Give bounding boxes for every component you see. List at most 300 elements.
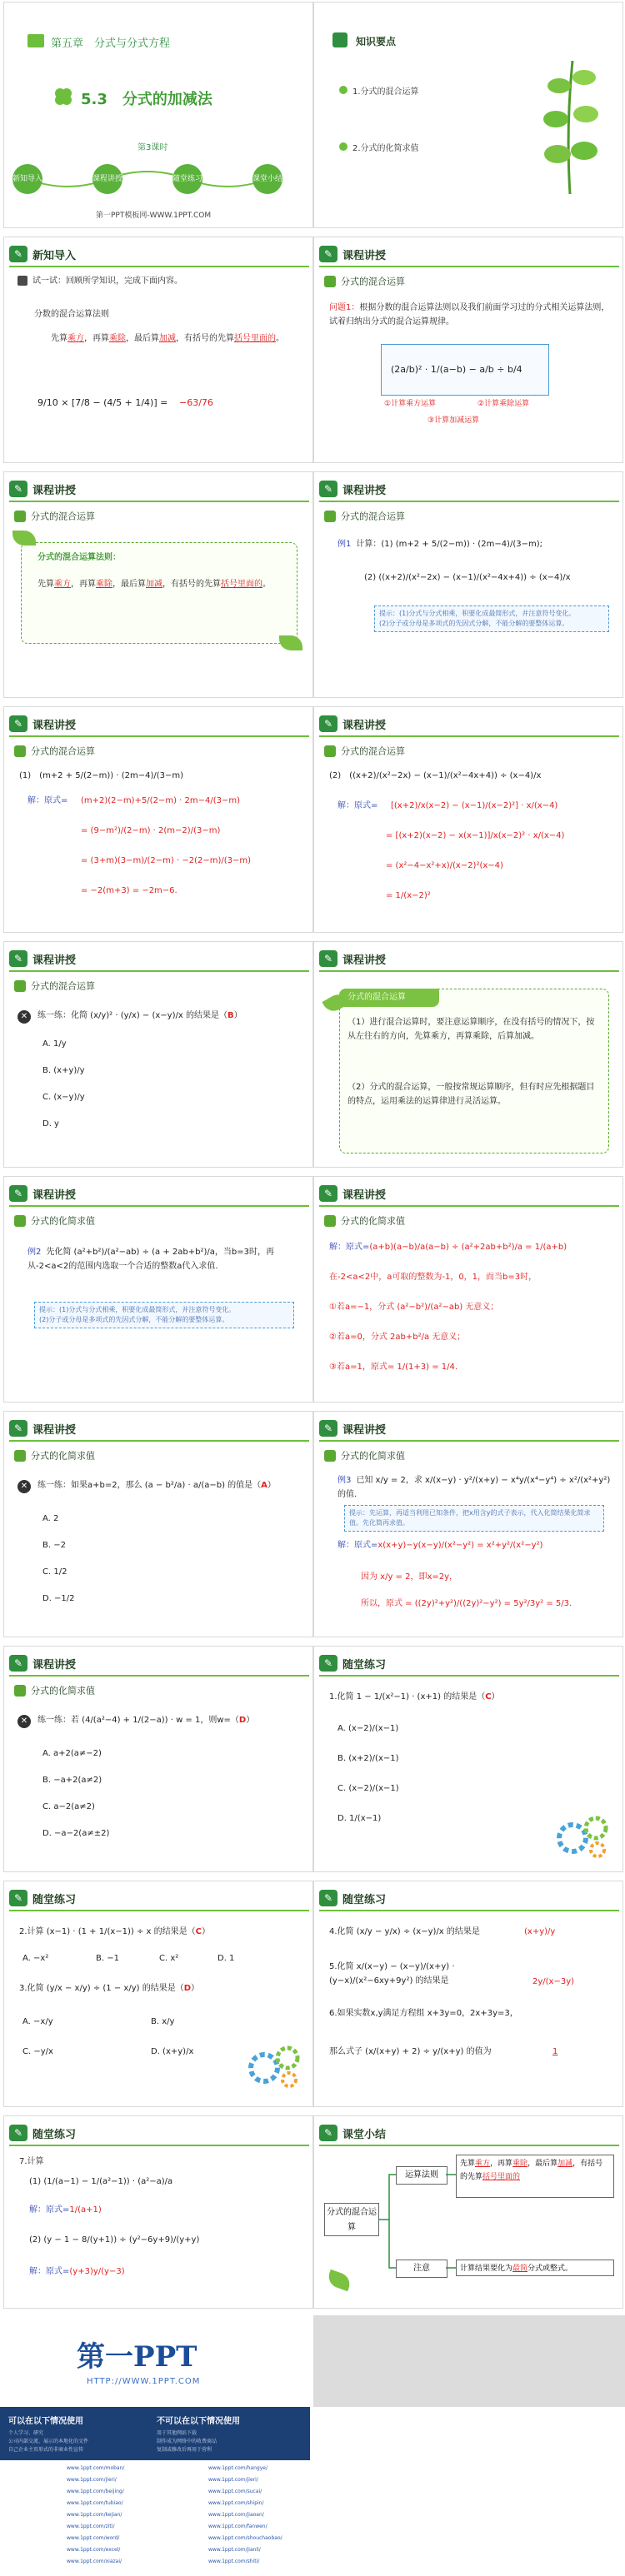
expression-2-label: (2) (364, 573, 377, 582)
header-icon: ✎ (9, 1185, 28, 1202)
leaf-icon (14, 1450, 26, 1462)
question-2 (19, 1925, 302, 1939)
solution-line: (a+b)(a−b)/a(a−b) ÷ (a²+2ab+b²)/a = 1/(a+b) (369, 1243, 568, 1252)
nav-item-practice[interactable] (172, 164, 202, 194)
rule-blank: 乘方 (68, 334, 84, 343)
footer-link[interactable]: www.1ppt.com/beijing/ (67, 2489, 124, 2494)
example-text: 先化简 (a²+b²)/(a²−ab) ÷ (a + 2ab+b²)/a，当b=3时，再从-2<a<2的范围内选取一个合适的整数a代入求值. (28, 1248, 274, 1271)
leaf-icon (14, 1685, 26, 1697)
option-c: C. 1/2 (42, 1567, 68, 1577)
solution-line: = (x²−4−x²+x)/(x−2)²(x−4) (386, 861, 503, 870)
slide-header-title: 随堂练习 (342, 1894, 387, 1906)
expression: (2a/b)² · 1/(a−b) − a/b ÷ b/4 (391, 364, 522, 375)
slide-header (319, 1183, 619, 1207)
question-text: 2.计算 (x−1) · (1 + 1/(x−1)) ÷ x 的结果是（ (19, 1927, 196, 1936)
slide-header-title: 课程讲授 (32, 720, 77, 732)
hint-box (34, 1302, 294, 1328)
hint-line: (2)分子或分母是多项式的先因式分解，不能分解的要整体运算。 (39, 1316, 229, 1323)
subheading (14, 1447, 95, 1463)
subheading (14, 507, 95, 524)
option-c: C. (x−y)/y (42, 1093, 85, 1102)
slide-practice-3[interactable] (313, 1881, 623, 2107)
rule-part: ，有括号的先算 (162, 580, 221, 589)
slide-header (9, 949, 309, 972)
solution-2 (29, 2265, 125, 2279)
exercise-end: ） (267, 1481, 276, 1490)
expression: 9/10 × [7/8 − (4/5 + 1/4)] = (38, 397, 168, 408)
footer-link[interactable]: www.1ppt.com/hangye/ (208, 2465, 268, 2471)
rule-part: 。 (262, 580, 271, 589)
option-d: D. −1/2 (42, 1594, 75, 1603)
footer-link[interactable]: www.1ppt.com/jieri/ (67, 2477, 117, 2483)
slide-header-title: 随堂练习 (32, 1894, 77, 1906)
plant-illustration (532, 52, 608, 194)
rule-part: 。 (276, 334, 284, 343)
slide-header (9, 479, 309, 502)
solution (329, 1240, 612, 1254)
question-answer: C (485, 1692, 492, 1702)
clover-icon (52, 86, 74, 107)
subheading (14, 977, 95, 994)
slide-header-title: 课程讲授 (342, 1424, 387, 1437)
prompt (18, 274, 301, 288)
example (28, 1245, 302, 1273)
exercise-label: 练一练： (38, 1481, 71, 1490)
footer-link[interactable]: www.1ppt.com/jieri/ (208, 2477, 258, 2483)
header-icon: ✎ (9, 246, 28, 262)
slide-lecture-question[interactable] (313, 237, 623, 463)
example-text: 计算：(1) (356, 540, 393, 549)
solution-value: (y+3)y/(y−3) (69, 2267, 125, 2276)
rule-part: 先算 (460, 2160, 476, 2168)
slide-practice-1[interactable] (313, 1646, 623, 1872)
question-7: 7.计算 (19, 2157, 44, 2166)
slide-header-title: 课程讲授 (32, 1424, 77, 1437)
rule-blank: 括号里面的 (482, 2173, 521, 2181)
slide-header-title: 新知导入 (32, 250, 77, 262)
header-icon: ✎ (319, 715, 338, 732)
rule-blank: 括号里面的 (221, 580, 262, 589)
solution-line: 因为 x/y = 2，即x=2y， (361, 1572, 458, 1582)
option-a: A. 2 (42, 1514, 59, 1523)
exercise-label: 练一练： (38, 1011, 71, 1020)
key-point-1: 1.分式的混合运算 (352, 87, 419, 97)
mindmap-leaf-2 (456, 2260, 614, 2276)
option-b: B. (x+2)/(x−1) (338, 1754, 399, 1763)
question-6: 6.如果实数x,y满足方程组 x+3y=0，2x+3y=3， (329, 2009, 518, 2018)
slide-header-title: 课程讲授 (32, 954, 77, 967)
subheading (324, 1212, 405, 1228)
point-dot (339, 142, 348, 151)
answer-4: (x+y)/y (524, 1927, 556, 1936)
solution-label: 解：原式= (329, 1243, 370, 1252)
solution-line: ②若a=0，分式 2ab+b²/a 无意义； (329, 1333, 466, 1342)
slide-key-points[interactable] (313, 2, 623, 228)
rule-part: 先算 (51, 334, 68, 343)
rule-part: ，有括号的先算 (460, 2160, 603, 2181)
key-point-2: 2.分式的化简求值 (352, 144, 419, 153)
note-blank: 最简 (512, 2265, 528, 2273)
subheading (14, 1212, 95, 1228)
slide-header (9, 2123, 309, 2146)
problem-2: (2) (y − 1 − 8/(y+1)) ÷ (y²−6y+9)/(y+y) (29, 2235, 200, 2245)
option-d: D. 1/(x−1) (338, 1814, 382, 1823)
leaf-icon (14, 745, 26, 757)
mindmap-root-text: 分式的混合运算 (327, 2208, 377, 2232)
subheading (324, 507, 405, 524)
hint-line: (2)分子或分母是多项式的先因式分解，不能分解的要整体运算。 (379, 620, 569, 627)
footer-link[interactable]: www.1ppt.com/fanwen/ (208, 2524, 268, 2529)
subheading-text: 分式的混合运算 (341, 276, 405, 287)
slide-header-title: 课程讲授 (342, 1189, 387, 1202)
solution-line: x(x+y)−y(x−y)/(x²−y²) = x²+y²/(x²−y²) (378, 1541, 543, 1550)
subheading-text: 分式的化简求值 (31, 1450, 95, 1462)
rule-part: 先算 (38, 580, 54, 589)
mindmap-branch-1 (396, 2166, 448, 2185)
key-points-icon (332, 32, 348, 47)
prompt-text: 回顾所学知识，完成下面内容。 (66, 277, 182, 286)
answer-5: 2y/(x−3y) (532, 1977, 575, 1986)
hint-box (374, 605, 609, 632)
exercise-text: 如果a+b=2，那么 (a − b²/a) · a/(a−b) 的值是（ (71, 1481, 262, 1490)
key-points-title: 知识要点 (356, 36, 397, 47)
question-answer: C (195, 1927, 202, 1936)
slide-solution-2[interactable] (313, 706, 623, 933)
header-icon: ✎ (319, 1420, 338, 1437)
rule-part: ，有括号的先算 (176, 334, 234, 343)
header-icon: ✎ (319, 246, 338, 262)
subheading-text: 分式的化简求值 (31, 1215, 95, 1227)
option-d: D. y (42, 1119, 59, 1129)
footer-links-panel (0, 2460, 310, 2576)
step-1: ①计算乘方运算 (384, 400, 437, 408)
example-label: 例1 (338, 540, 352, 549)
rule-blank: 括号里面的 (234, 334, 276, 343)
slide-header (319, 949, 619, 972)
problem: (2) ((x+2)/(x²−2x) − (x−1)/(x²−4x+4)) ÷ (x−4)/x (329, 771, 542, 780)
class-number: 第3课时 (138, 143, 168, 152)
solution-line: = −2(m+3) = −2m−6. (81, 886, 178, 895)
exercise (38, 1713, 304, 1727)
slide-header (9, 244, 309, 267)
slide-header (319, 1418, 619, 1442)
nav-bar (9, 161, 309, 197)
subheading (324, 1447, 405, 1463)
mindmap-branch-text: 注意 (413, 2264, 430, 2273)
slide-practice-b[interactable] (3, 1411, 313, 1637)
question-label: 问题1： (329, 303, 360, 312)
rule-intro: 分数的混合运算法则 (34, 310, 109, 319)
hint-box (344, 1505, 604, 1532)
header-icon: ✎ (319, 1655, 338, 1672)
slide-mixed-rule[interactable] (3, 471, 313, 698)
exercise-text: 若 (4/(a²−4) + 1/(2−a)) · w = 1，则w=（ (71, 1716, 239, 1725)
hint-line: 提示：(1)分式与分式相乘，积要化成最简形式，并注意符号变化。 (39, 1306, 236, 1313)
slide-summary[interactable] (313, 2115, 623, 2309)
option-b: B. −1 (96, 1954, 119, 1963)
exercise-answer: D (238, 1716, 247, 1725)
exercise-text: 化简 (x/y)² · (y/x) − (x−y)/x 的结果是（ (71, 1011, 228, 1020)
rule-blank: 乘方 (54, 580, 71, 589)
header-icon: ✎ (319, 481, 338, 497)
exercise-end: ） (246, 1716, 255, 1725)
expression-answer: −63/76 (179, 397, 213, 408)
option-a: A. −x² (22, 1954, 49, 1963)
rule-blank: 加减 (558, 2160, 573, 2168)
option-c: C. −y/x (22, 2047, 53, 2056)
footer-info-panel (0, 2407, 310, 2576)
rule-box-title: 分式的混合运算法则： (38, 553, 121, 562)
slide-header-title: 课程讲授 (342, 250, 387, 262)
slide-solution-3[interactable] (313, 1176, 623, 1403)
solution-label: 解：原式= (338, 801, 378, 810)
footer-link[interactable]: www.1ppt.com/excel/ (67, 2547, 121, 2553)
slide-header-title: 课程讲授 (32, 1659, 77, 1672)
slide-header-title: 课程讲授 (342, 720, 387, 732)
solution-line: = (9−m²)/(2−m) · 2(m−2)/(3−m) (81, 826, 221, 835)
slide-practice-c[interactable] (3, 1646, 313, 1872)
question-6b: 那么式子 (x/(x+y) + 2) ÷ y/(x+y) 的值为 (329, 2047, 492, 2056)
header-icon: ✎ (319, 950, 338, 967)
solution-line: = [(x+2)(x−2) − x(x−1)]/x(x−2)² · x/(x−4) (386, 831, 565, 840)
leaf-decoration (12, 531, 36, 546)
nav-label: 课堂小结 (252, 175, 283, 183)
footer-link[interactable]: www.1ppt.com/kejian/ (67, 2512, 122, 2518)
leaf-icon (324, 745, 336, 757)
exercise-label: 练一练： (38, 1716, 71, 1725)
slide-example-1[interactable] (313, 471, 623, 698)
prompt-label: 试一试： (32, 277, 66, 286)
hint-line: 提示：先运算，再适当利用已知条件，把x用含y的式子表示，代入化简结果化简求值。先化简再求值。 (349, 1509, 591, 1527)
subheading-text: 分式的化简求值 (341, 1450, 405, 1462)
exercise-end: ） (233, 1011, 242, 1020)
mindmap-root (324, 2203, 379, 2236)
subheading-text: 分式的混合运算 (341, 745, 405, 757)
problem: (1) (m+2 + 5/(2−m)) · (2m−4)/(3−m) (19, 771, 184, 780)
rule-part: ，再算 (71, 580, 96, 589)
footer-link[interactable]: www.1ppt.com/shipin/ (208, 2500, 264, 2506)
footer-link[interactable]: www.1ppt.com/jiaoan/ (208, 2512, 264, 2518)
footer-allowed-item: 公司内部交流、展示的本地化的文件 (8, 2439, 89, 2444)
example (338, 537, 612, 551)
footer-forbidden-item: 用于其他网站下载 (157, 2430, 198, 2436)
slide-header (9, 1183, 309, 1207)
note-part: 分式或整式。 (528, 2265, 573, 2273)
footer-link[interactable]: www.1ppt.com/shiti/ (208, 2559, 260, 2564)
exercise-answer: B (227, 1011, 234, 1020)
expression-1: (m+2 + 5/(2−m)) · (2m−4)/(3−m); (395, 540, 542, 549)
slide-solution-1[interactable] (3, 706, 313, 933)
subheading-text: 分式的混合运算 (31, 980, 95, 992)
subheading-text: 分式的混合运算 (31, 511, 95, 522)
footer-forbidden-title: 不可以在以下情况使用 (157, 2417, 240, 2426)
rule-blank: 乘除 (512, 2160, 528, 2168)
rule-part: ，再算 (490, 2160, 513, 2168)
question-4: 4.化简 (x/y − y/x) ÷ (x−y)/x 的结果是 (329, 1927, 480, 1936)
summary-paragraph-2: （2）分式的混合运算，一般按常规运算顺序，但有时应先根据题目的特点，运用乘法的运算律进行灵活运算。 (348, 1083, 595, 1106)
step-3: ③计算加减运算 (428, 416, 480, 425)
slide-practice-2[interactable] (3, 1881, 313, 2107)
header-icon: ✎ (9, 1655, 28, 1672)
question (329, 1690, 612, 1704)
slide-header-title: 随堂练习 (32, 2129, 77, 2141)
leaf-icon (324, 1450, 336, 1462)
leaf-icon (14, 1215, 26, 1227)
footer-link[interactable]: www.1ppt.com/sucai/ (208, 2489, 262, 2494)
close-icon: ✕ (18, 1010, 31, 1024)
example-text: 已知 x/y = 2，求 x/(x−y) · y²/(x+y) − x⁴y/(x⁴−y⁴) ÷ x²/(x²+y²) 的值. (338, 1476, 611, 1499)
option-d: D. 1 (218, 1954, 235, 1963)
footer-logo: 第一PPT (77, 2340, 198, 2374)
footer-link[interactable]: www.1ppt.com/tubiao/ (67, 2500, 123, 2506)
option-a: A. (x−2)/(x−1) (338, 1724, 399, 1733)
rule-box-text (38, 575, 288, 594)
rule-blank: 乘方 (475, 2160, 491, 2168)
option-b: B. x/y (151, 2017, 175, 2026)
nav-item-summary[interactable] (252, 164, 282, 194)
question-text: 1.化简 1 − 1/(x²−1) · (x+1) 的结果是（ (329, 1692, 486, 1702)
footer-allowed-item: 个人学习、研究 (8, 2430, 44, 2436)
footer-link[interactable]: www.1ppt.com/jianli/ (208, 2547, 261, 2553)
question-end: ） (191, 1984, 200, 1993)
template-footer (0, 2315, 625, 2576)
nav-label: 课程讲授 (92, 175, 123, 183)
slide-header-title: 课程讲授 (32, 1189, 77, 1202)
header-icon: ✎ (9, 481, 28, 497)
header-icon: ✎ (9, 2125, 28, 2141)
leaf-icon (14, 511, 26, 522)
footer-allowed-item: 自己企业主页形式的非商业性宣传 (8, 2447, 84, 2453)
footer-logo-area (0, 2315, 310, 2407)
subheading (14, 1682, 95, 1698)
question-text: 根据分数的混合运算法则以及我们前面学习过的分式相关运算法则，试着归纳出分式的混合运算规律。 (329, 303, 610, 326)
header-icon: ✎ (9, 950, 28, 967)
solution-line: ①若a=−1，分式 (a²−b²)/(a²−ab) 无意义； (329, 1303, 499, 1312)
rule-text (51, 331, 292, 347)
footer-link[interactable]: www.1ppt.com/ziti/ (67, 2524, 115, 2529)
slide-new-knowledge[interactable] (3, 237, 313, 463)
footer-link[interactable]: www.1ppt.com/moban/ (67, 2465, 125, 2471)
slide-mixed-summary[interactable] (313, 941, 623, 1168)
solution-line: 所以，原式 = ((2y)²+y²)/((2y)²−y²) = 5y²/3y² = 5/3. (361, 1599, 572, 1608)
solution-label: 解：原式= (29, 2205, 70, 2215)
option-d: D. (x+y)/x (151, 2047, 194, 2056)
question-end: ） (491, 1692, 500, 1702)
example (338, 1473, 612, 1502)
leaf-icon (14, 980, 26, 992)
header-icon: ✎ (319, 1890, 338, 1906)
mindmap-branch-text: 运算法则 (405, 2170, 438, 2180)
close-icon: ✕ (18, 1715, 31, 1728)
header-icon: ✎ (9, 1890, 28, 1906)
nav-label: 随堂练习 (172, 175, 203, 183)
option-b: B. −a+2(a≠2) (42, 1776, 102, 1785)
exercise-answer: A (261, 1481, 268, 1490)
question-5: 5.化简 x/(x−y) − (x−y)/(x+y) · (y−x)/(x²−6xy+9y²) 的结果是 (329, 1962, 455, 1986)
subheading-text: 分式的混合运算 (31, 745, 95, 757)
question-3 (19, 1981, 302, 1996)
slide-header (319, 714, 619, 737)
exercise (38, 1009, 304, 1023)
rule-part: ，最后算 (112, 580, 146, 589)
slide-header (9, 1888, 309, 1911)
header-icon: ✎ (319, 2125, 338, 2141)
footer-allowed-title: 可以在以下情况使用 (8, 2417, 83, 2426)
note-part: 计算结果要化为 (460, 2265, 513, 2273)
slide-practice-4[interactable] (3, 2115, 313, 2309)
slide-practice-a[interactable] (3, 941, 313, 1168)
close-icon: ✕ (18, 1480, 31, 1493)
slide-header (9, 714, 309, 737)
solution-line: = 1/(x−2)² (386, 891, 431, 900)
footer-link[interactable]: www.1ppt.com/shouchaobao/ (208, 2535, 282, 2541)
footer-gray-area (313, 2315, 625, 2407)
header-icon: ✎ (9, 1420, 28, 1437)
subheading-text: 分式的混合运算 (341, 511, 405, 522)
answer-6: 1 (552, 2047, 558, 2056)
lesson-title: 5.3 分式的加减法 (81, 91, 212, 108)
solution-line: (m+2)(2−m)+5/(2−m) · 2m−4/(3−m) (81, 796, 241, 805)
subheading (324, 742, 405, 759)
leaf-icon (324, 276, 336, 287)
slide-header-title: 课程讲授 (32, 485, 77, 497)
solution-label: 解：原式= (338, 1541, 378, 1550)
example-label: 例3 (338, 1476, 352, 1485)
option-a: A. 1/y (42, 1039, 67, 1049)
slide-header (9, 1418, 309, 1442)
solution-label: 解：原式= (28, 796, 68, 805)
leaf-decoration (279, 635, 302, 650)
nav-label: 新知导入 (12, 175, 43, 183)
slide-header-title: 课堂小结 (342, 2129, 387, 2141)
slide-header (319, 244, 619, 267)
slide-header-title: 课程讲授 (342, 954, 387, 967)
solution-label: 解：原式= (29, 2267, 70, 2276)
slide-cover[interactable] (3, 2, 313, 228)
slide-example-3[interactable] (313, 1411, 623, 1637)
gear-icon (554, 1810, 612, 1860)
slide-header-title: 课程讲授 (342, 485, 387, 497)
chapter-title: 第五章 分式与分式方程 (51, 37, 171, 50)
solution-line: [(x+2)/x(x−2) − (x−1)/(x−2)²] · x/(x−4) (391, 801, 558, 810)
rule-blank: 加减 (159, 334, 176, 343)
nav-item-lecture[interactable] (92, 164, 122, 194)
nav-item-intro[interactable] (12, 164, 42, 194)
option-a: A. a+2(a≠−2) (42, 1749, 102, 1758)
slide-example-2[interactable] (3, 1176, 313, 1403)
exercise (38, 1478, 304, 1492)
footer-link[interactable]: www.1ppt.com/word/ (67, 2535, 120, 2541)
mindmap-leaf-1 (456, 2155, 614, 2198)
rule-part: ，再算 (84, 334, 109, 343)
summary-box (339, 989, 609, 1153)
hint-line: 提示：(1)分式与分式相乘，积要化成最简形式，并注意符号变化。 (379, 610, 576, 617)
slide-header (319, 479, 619, 502)
rule-part: ，最后算 (528, 2160, 558, 2168)
solution (338, 1538, 612, 1552)
question-text: 3.化简 (y/x − x/y) ÷ (1 − x/y) 的结果是（ (19, 1984, 184, 1993)
header-icon: ✎ (9, 715, 28, 732)
slide-header (9, 1653, 309, 1677)
footer-forbidden-item: 制作成为网络中的收费商品 (157, 2439, 218, 2444)
summary-paragraph-1: （1）进行混合运算时，要注意运算顺序，在没有括号的情况下，按从左往右的方向，先算乘方，再算乘除，后算加减。 (348, 1018, 595, 1041)
header-icon: ✎ (319, 1185, 338, 1202)
footer-url[interactable]: HTTP://WWW.1PPT.COM (87, 2377, 201, 2386)
footer-link[interactable]: www.1ppt.com/xiazai/ (67, 2559, 122, 2564)
rule-part: ，最后算 (126, 334, 159, 343)
option-c: C. a−2(a≠2) (42, 1802, 95, 1811)
chapter-badge (28, 34, 44, 47)
